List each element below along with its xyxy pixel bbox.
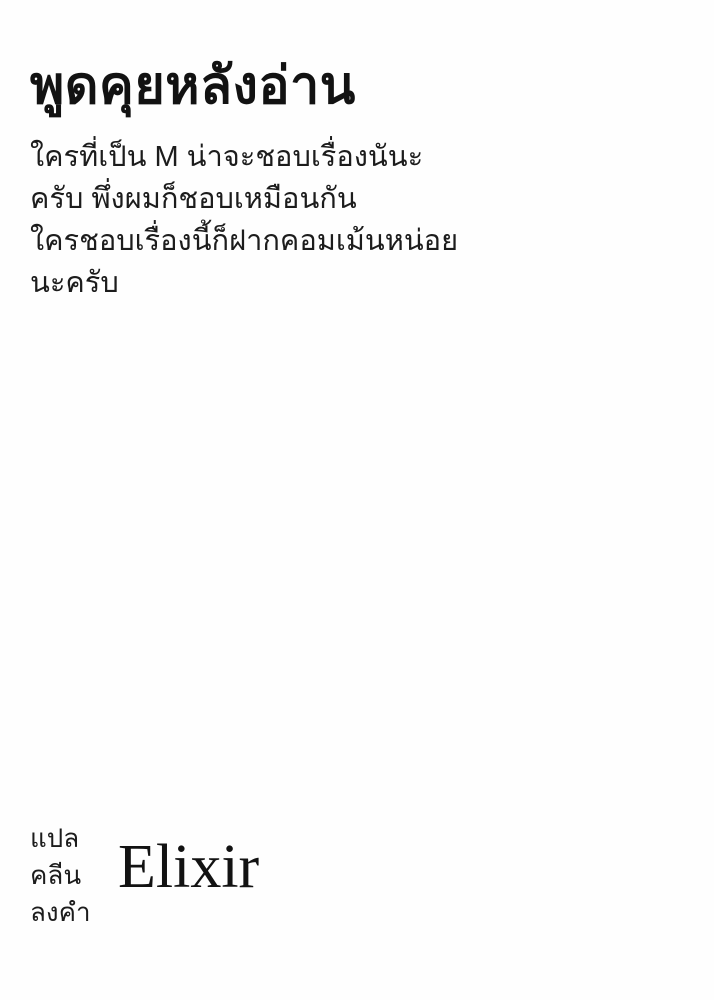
credits-block (30, 820, 91, 931)
credit-role-typeset: ลงคำ (30, 897, 91, 927)
aftertalk-paragraph (30, 136, 458, 304)
aftertalk-line: ใครชอบเรื่องนี้ก็ฝากคอมเม้นหน่อย (30, 225, 459, 257)
group-name: Elixir (118, 833, 260, 901)
aftertalk-line: นะครับ (30, 267, 119, 299)
credit-roles-column (30, 820, 91, 931)
aftertalk-line: ครับ พึ่งผมก็ชอบเหมือนกัน (30, 183, 357, 215)
credit-role-translate: แปล (30, 823, 80, 853)
credit-role-clean: คลีน (30, 860, 82, 890)
aftertalk-line: ใครที่เป็น M น่าจะชอบเรื่องนันะ (30, 141, 424, 173)
page-title: พูดคุยหลังอ่าน (30, 58, 356, 115)
